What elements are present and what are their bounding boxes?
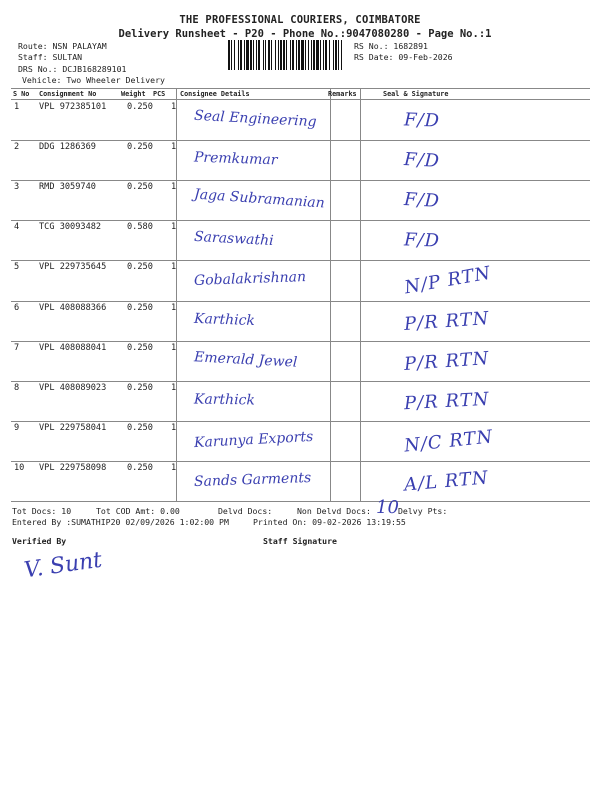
row-consignment-no: VPL 229758098 <box>39 462 107 473</box>
rs-date: RS Date: 09-Feb-2026 <box>354 52 453 62</box>
row-pcs: 1 <box>171 222 177 233</box>
total-docs: Tot Docs: 10 <box>12 506 72 516</box>
row-pcs: 1 <box>171 182 177 193</box>
row-seal-handwritten: F/D <box>403 149 441 173</box>
row-weight: 0.250 <box>127 262 153 273</box>
staff-signature-label: Staff Signature <box>263 536 337 546</box>
row-consignment-no: DDG 1286369 <box>39 142 96 153</box>
row-seal-handwritten: F/D <box>403 189 441 213</box>
verified-by-label: Verified By <box>12 536 67 546</box>
row-sno: 5 <box>14 262 20 273</box>
row-consignee-handwritten: Seal Engineering <box>193 107 317 131</box>
row-seal-handwritten: P/R RTN <box>403 347 491 375</box>
row-consignment-no: VPL 229735645 <box>39 262 107 273</box>
row-consignee-handwritten: Saraswathi <box>193 229 274 250</box>
row-rule <box>11 381 590 382</box>
row-rule <box>11 301 590 302</box>
col-header-pcs: PCS <box>153 90 166 98</box>
row-weight: 0.250 <box>127 462 153 473</box>
row-consignment-no: VPL 972385101 <box>39 102 107 112</box>
barcode-image <box>228 40 350 70</box>
col-header-consignment: Consignment No <box>39 90 97 98</box>
col-header-remarks: Remarks <box>328 90 357 98</box>
row-sno: 6 <box>14 302 20 313</box>
staff-label: Staff: SULTAN <box>18 52 83 62</box>
row-sno: 7 <box>14 342 20 353</box>
col-header-weight: Weight <box>121 90 146 98</box>
row-consignee-handwritten: Premkumar <box>193 149 278 169</box>
company-title: THE PROFESSIONAL COURIERS, COIMBATORE <box>179 14 421 26</box>
row-rule <box>11 341 590 342</box>
row-seal-handwritten: A/L RTN <box>403 467 490 496</box>
row-rule <box>11 501 590 502</box>
column-divider-seal <box>360 88 361 502</box>
row-consignment-no: TCG 30093482 <box>39 222 102 233</box>
row-consignment-no: VPL 408089023 <box>39 382 107 393</box>
row-pcs: 1 <box>171 102 177 112</box>
non-delivered-count-handwritten: 10 <box>376 497 399 518</box>
row-pcs: 1 <box>171 382 177 393</box>
row-seal-handwritten: F/D <box>403 229 441 252</box>
row-consignee-handwritten: Gobalakrishnan <box>193 269 307 290</box>
row-consignee-handwritten: Karunya Exports <box>193 428 314 451</box>
row-weight: 0.250 <box>127 342 153 353</box>
printed-on: Printed On: 09-02-2026 13:19:55 <box>253 517 406 527</box>
row-pcs: 1 <box>171 262 177 273</box>
rs-number: RS No.: 1682891 <box>354 41 428 51</box>
row-consignee-handwritten: Sands Garments <box>193 469 312 490</box>
delivered-docs: Delvd Docs: <box>218 506 273 516</box>
row-consignee-handwritten: Emerald Jewel <box>193 348 298 371</box>
non-delivered-docs: Non Delvd Docs: <box>297 506 371 516</box>
col-header-sno: S No <box>13 90 30 98</box>
row-sno: 4 <box>14 222 20 233</box>
row-sno: 8 <box>14 382 20 393</box>
row-pcs: 1 <box>171 462 177 473</box>
row-consignment-no: VPL 408088366 <box>39 302 107 313</box>
table-header-rule <box>11 99 590 100</box>
row-consignment-no: VPL 408088041 <box>39 342 107 353</box>
row-pcs: 1 <box>171 142 177 153</box>
row-rule <box>11 260 590 261</box>
row-consignment-no: VPL 229758041 <box>39 422 107 433</box>
row-rule <box>11 140 590 141</box>
entered-by: Entered By :SUMATHIP20 02/09/2026 1:02:00 PM <box>12 517 229 527</box>
row-weight: 0.250 <box>127 302 153 313</box>
route-label: Route: NSN PALAYAM <box>18 41 107 51</box>
verified-signature: V. Sunt <box>22 547 104 584</box>
row-sno: 2 <box>14 142 20 153</box>
row-weight: 0.580 <box>127 222 153 233</box>
row-rule <box>11 180 590 181</box>
row-sno: 3 <box>14 182 20 193</box>
barcode-bar <box>342 40 343 70</box>
row-weight: 0.250 <box>127 422 153 433</box>
row-pcs: 1 <box>171 422 177 433</box>
row-seal-handwritten: P/R RTN <box>403 388 490 414</box>
row-sno: 9 <box>14 422 20 433</box>
row-seal-handwritten: N/P RTN <box>402 262 493 299</box>
row-consignee-handwritten: Karthick <box>193 391 256 409</box>
row-rule <box>11 421 590 422</box>
row-consignment-no: RMD 3059740 <box>39 182 96 193</box>
drs-number: DRS No.: DCJB168289101 <box>18 64 127 74</box>
column-divider-remarks <box>330 88 331 502</box>
row-seal-handwritten: N/C RTN <box>403 426 495 457</box>
row-weight: 0.250 <box>127 182 153 193</box>
col-header-seal: Seal & Signature <box>383 90 449 98</box>
row-sno: 10 <box>14 462 25 473</box>
row-weight: 0.250 <box>127 102 153 112</box>
row-pcs: 1 <box>171 302 177 313</box>
row-consignee-handwritten: Karthick <box>193 310 256 329</box>
row-weight: 0.250 <box>127 382 153 393</box>
row-rule <box>11 220 590 221</box>
total-cod-amount: Tot COD Amt: 0.00 <box>96 506 180 516</box>
table-top-rule <box>11 88 590 89</box>
delivery-points: Delvy Pts: <box>398 506 448 516</box>
runsheet-subtitle: Delivery Runsheet - P20 - Phone No.:9047080280 - Page No.:1 <box>118 28 492 40</box>
row-sno: 1 <box>14 102 20 112</box>
row-consignee-handwritten: Jaga Subramanian <box>193 186 326 212</box>
row-seal-handwritten: P/R RTN <box>403 307 491 335</box>
row-rule <box>11 461 590 462</box>
col-header-consignee: Consignee Details <box>180 90 250 98</box>
vehicle-label: Vehicle: Two Wheeler Delivery <box>22 75 165 85</box>
row-seal-handwritten: F/D <box>403 109 441 132</box>
row-weight: 0.250 <box>127 142 153 153</box>
row-pcs: 1 <box>171 342 177 353</box>
